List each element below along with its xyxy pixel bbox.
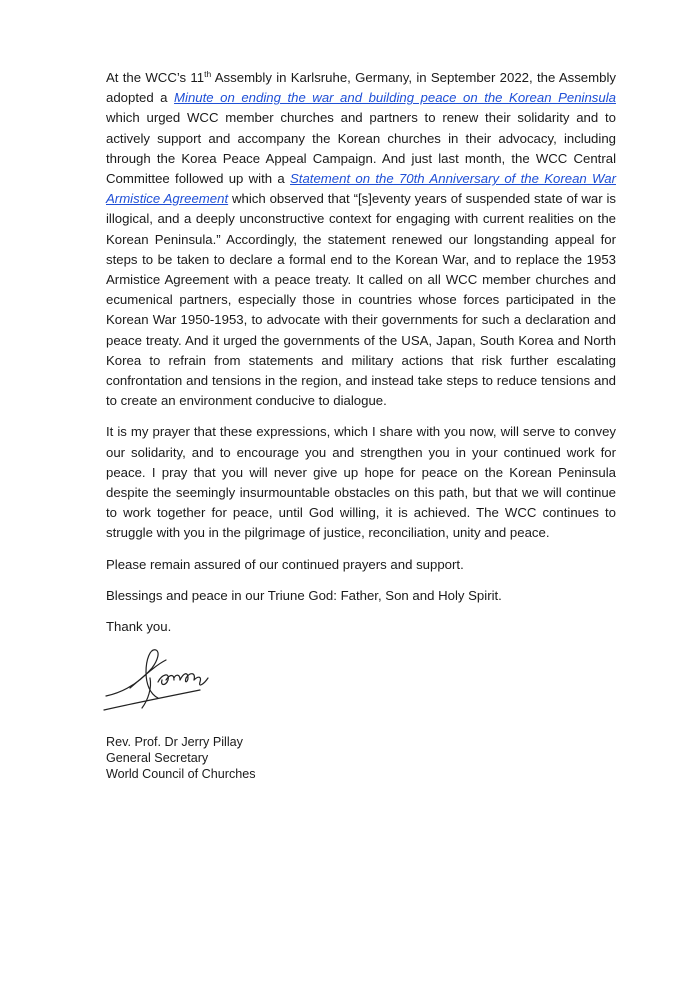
paragraph-assembly-minute <box>106 68 616 411</box>
paragraph-text: At the WCC’s 11 <box>106 70 205 85</box>
paragraph-text: Assembly in Karlsruhe, Germany, in September 2022, the Assembly adopted a <box>106 70 616 106</box>
armistice-statement-link[interactable]: Statement on the 70th Anniversary of the Korean War Armistice Agreement <box>106 171 616 207</box>
minute-korean-peninsula-link[interactable]: Minute on ending the war and building peace on the Korean Peninsula <box>174 90 616 106</box>
letter-body <box>106 68 616 648</box>
signatory-name: Rev. Prof. Dr Jerry Pillay <box>106 735 243 749</box>
paragraph-prayer: It is my prayer that these expressions, which I share with you now, will serve to convey our solidarity, and to encourage you and strengthen you in your continued work for peace. I pray that you will never give up hope for peace on the Korean Peninsula despite the seemingly insurmountable obstacles on this path, but that we will continue to work together for peace, until God willing, it is achieved. The WCC continues to struggle with you in the pilgrimage of justice, reconciliation, unity and peace. <box>106 424 616 541</box>
ordinal-superscript: th <box>204 69 212 79</box>
paragraph-assurance: Please remain assured of our continued prayers and support. <box>106 556 464 572</box>
paragraph-blessings: Blessings and peace in our Triune God: Father, Son and Holy Spirit. <box>106 587 502 603</box>
paragraph-text: which urged WCC member churches and partners to renew their solidarity and to actively support and accompany the Korean churches in their advocacy, including through the Korea Peace Appeal Campaign. And just last month, the WCC Central Committee followed up with a <box>106 110 616 187</box>
handwritten-signature <box>100 638 220 718</box>
signatory-organization: World Council of Churches <box>106 767 256 781</box>
signatory-block <box>106 734 256 782</box>
paragraph-thanks: Thank you. <box>106 619 172 635</box>
paragraph-text: which observed that “[s]eventy years of suspended state of war is illogical, and a deeply unconstructive context for engaging with current realities on the Korean Peninsula.” Accordingly, the statement renewed our longstanding appeal for steps to be taken to declare a formal end to the Korean War, and to replace the 1953 Armistice Agreement with a peace treaty. It called on all WCC member churches and ecumenical partners, especially those in countries whose forces participated in the Korean War 1950-1953, to advocate with their governments for such a declaration and peace treaty. And it urged the governments of the USA, Japan, South Korea and North Korea to refrain from statements and military actions that risk further escalating confrontation and tensions in the region, and instead take steps to reduce tensions and to create an environment conducive to dialogue. <box>106 191 616 409</box>
signatory-title: General Secretary <box>106 751 209 765</box>
